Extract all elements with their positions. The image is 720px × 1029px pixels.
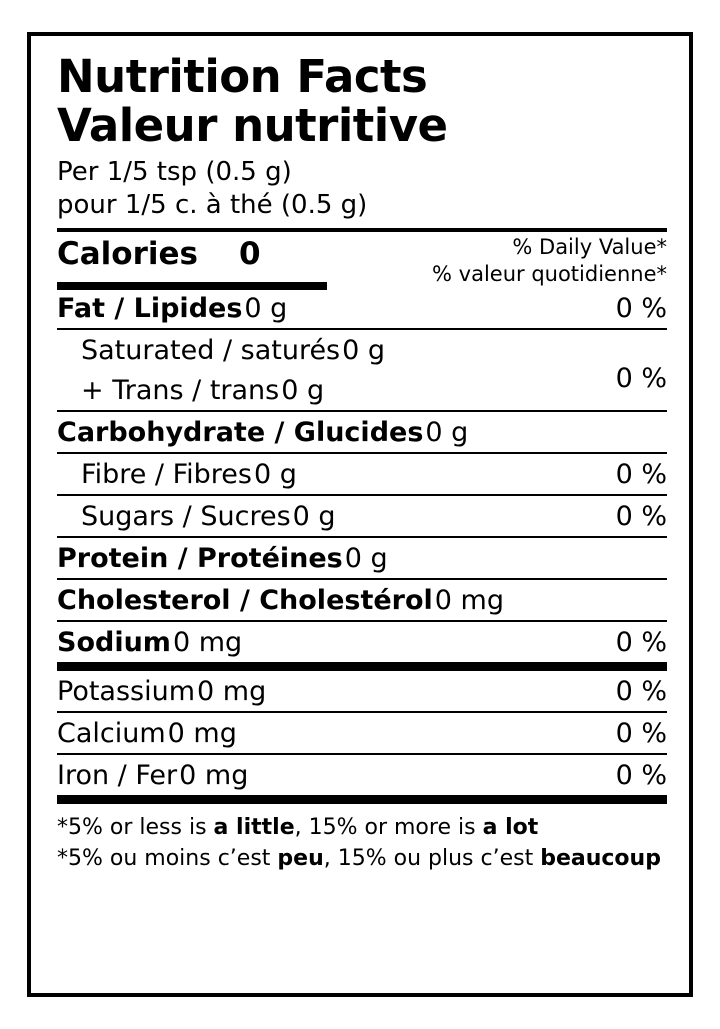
row-protein-name: Protein / Protéines [57,543,343,575]
row-cholesterol [57,580,667,620]
footnote-fr-bold1: peu [277,846,324,872]
row-fibre-name: Fibre / Fibres [81,459,252,491]
nutrition-facts-panel [27,32,693,997]
row-trans [57,370,667,410]
title-english: Nutrition Facts [57,50,428,103]
row-calcium-pct: 0 % [615,718,667,750]
footnote-english [57,812,667,843]
row-sugars [57,496,667,536]
row-carbohydrate-name: Carbohydrate / Glucides [57,417,424,449]
serving-size [57,156,667,223]
row-saturated-name: Saturated / saturés [81,335,341,367]
row-iron [57,755,667,795]
row-fibre-amount: 0 g [253,459,297,491]
row-calcium-amount: 0 mg [167,718,237,750]
row-potassium-name: Potassium [57,676,196,708]
row-calcium-name: Calcium [57,718,166,750]
row-sugars-amount: 0 g [292,501,336,533]
row-fibre-pct: 0 % [615,459,667,491]
serving-size-english: Per 1/5 tsp (0.5 g) [57,156,292,187]
saturated-trans-group [57,330,667,410]
row-cholesterol-amount: 0 mg [434,585,504,617]
row-potassium-amount: 0 mg [197,676,267,708]
footnote [57,812,667,874]
divider-after-iron [57,795,667,804]
row-saturated-trans-pct: 0 % [615,363,667,395]
row-saturated-amount: 0 g [342,335,386,367]
calories-value: 0 [239,236,261,273]
row-iron-name: Iron / Fer [57,760,178,792]
row-fat-name: Fat / Lipides [57,293,243,325]
row-carbohydrate [57,412,667,452]
row-calcium [57,713,667,753]
row-saturated [57,330,667,370]
row-fat-amount: 0 g [244,293,288,325]
row-potassium [57,671,667,711]
row-protein-amount: 0 g [344,543,388,575]
footnote-fr-bold2: beaucoup [540,846,661,872]
footnote-en-bold1: a little [213,815,295,841]
footnote-en-bold2: a lot [482,815,539,841]
row-sodium [57,622,667,662]
row-fat [57,288,667,328]
footnote-en-part2: , 15% or more is [294,815,483,841]
footnote-fr-part1: *5% ou moins c’est [57,846,278,872]
footnote-fr-part2: , 15% ou plus c’est [323,846,541,872]
footnote-en-part1: *5% or less is [57,815,214,841]
daily-value-header [432,234,667,287]
footnote-french [57,843,667,874]
row-carbohydrate-amount: 0 g [425,417,469,449]
calories-row [57,232,667,288]
row-iron-pct: 0 % [615,760,667,792]
divider-after-sodium [57,662,667,671]
calories-label: Calories [57,236,198,273]
row-sodium-name: Sodium [57,627,171,659]
label-content [57,50,667,983]
title-french: Valeur nutritive [57,98,448,152]
row-sugars-name: Sugars / Sucres [81,501,291,533]
row-protein [57,538,667,578]
row-iron-amount: 0 mg [179,760,249,792]
row-sodium-pct: 0 % [615,627,667,659]
serving-size-french: pour 1/5 c. à thé (0.5 g) [57,189,368,220]
row-potassium-pct: 0 % [615,676,667,708]
daily-value-french: % valeur quotidienne* [432,261,667,286]
row-fibre [57,454,667,494]
row-trans-name: + Trans / trans [81,375,280,407]
row-cholesterol-name: Cholesterol / Cholestérol [57,585,433,617]
row-sodium-amount: 0 mg [172,627,243,659]
row-fat-pct: 0 % [615,293,667,325]
row-sugars-pct: 0 % [615,501,667,533]
row-trans-amount: 0 g [281,375,325,407]
daily-value-english: % Daily Value* [512,235,667,260]
